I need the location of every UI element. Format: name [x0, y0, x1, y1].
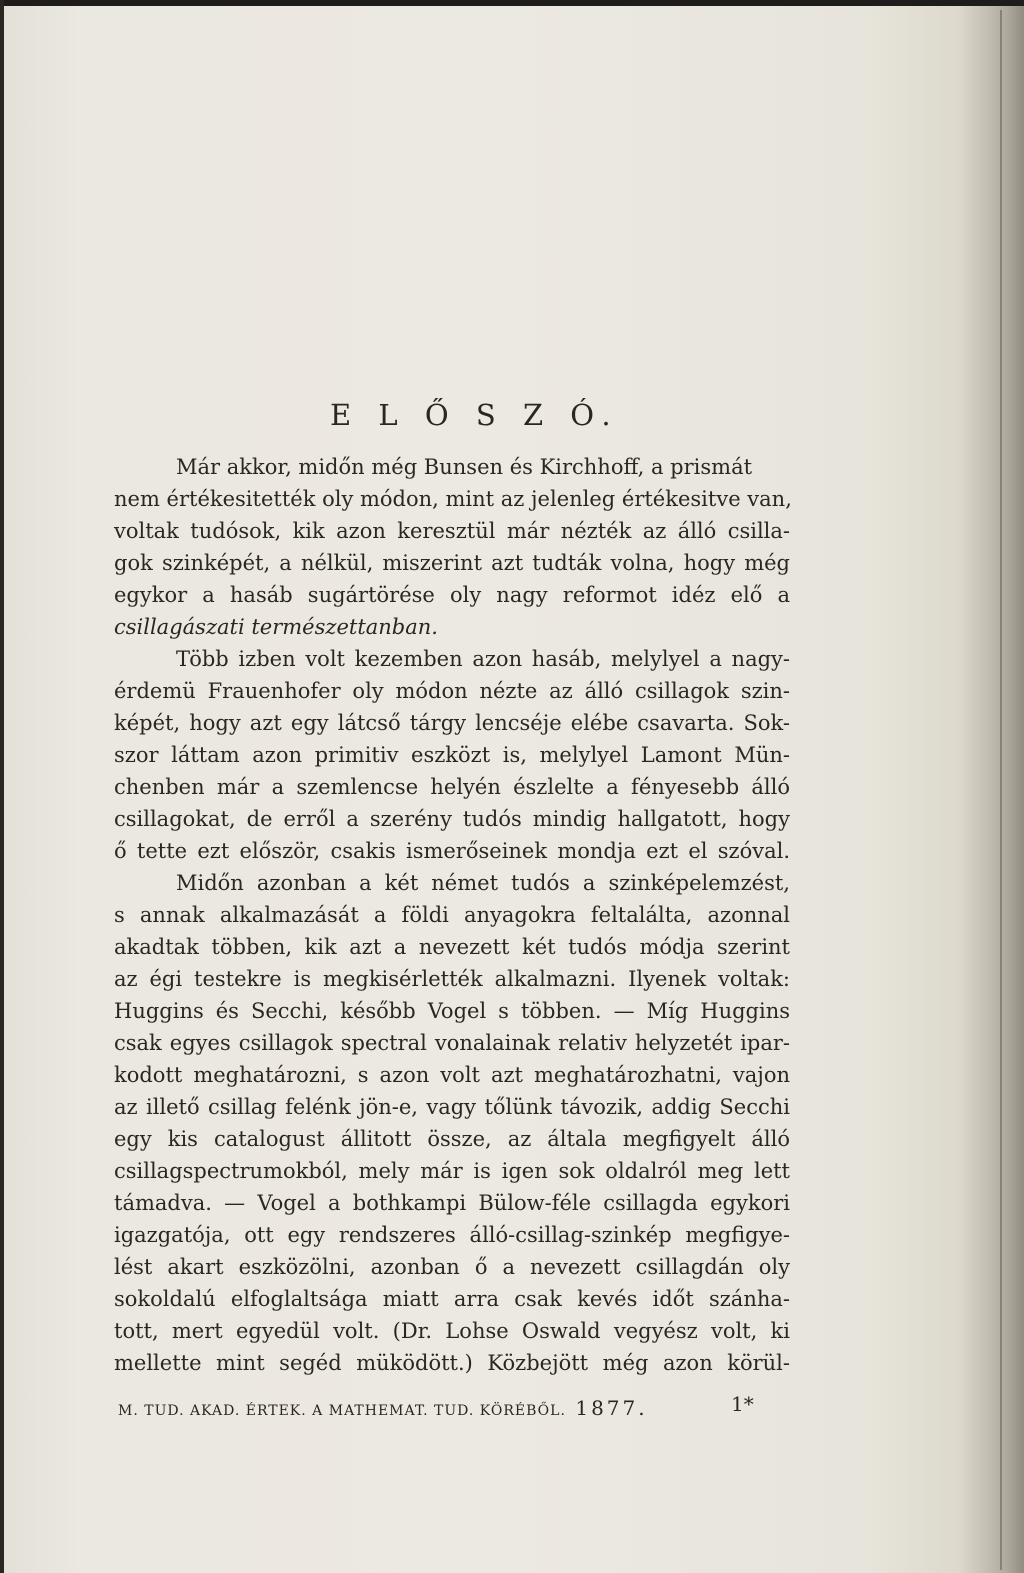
text-line: mellette mint segéd müködött.) Közbejött még azon körül-	[114, 1351, 790, 1375]
footer-imprint: M. TUD. AKAD. ÉRTEK. A MATHEMAT. TUD. KÖRÉBŐL.	[118, 1403, 566, 1419]
text-line: csillagokat, de erről a szerény tudós mindig hallgatott, hogy	[114, 807, 790, 831]
text-line: csillagspectrumokból, mely már is igen sok oldalról meg lett	[114, 1159, 790, 1183]
page-heading: E L Ő S Z Ó.	[330, 398, 620, 432]
text-line: ő tette ezt először, csakis ismerőseinek mondja ezt el szóval.	[114, 839, 790, 863]
text-line: csak egyes csillagok spectral vonalainak relativ helyzetét ipar-	[114, 1031, 790, 1055]
page-footer	[118, 1396, 648, 1420]
text-line: támadva. — Vogel a bothkampi Bülow-féle csillagda egykori	[114, 1191, 790, 1215]
text-line: kodott meghatározni, s azon volt azt meghatározhatni, vajon	[114, 1063, 790, 1087]
text-line: akadtak többen, kik azt a nevezett két tudós módja szerint	[114, 935, 790, 959]
text-line: csillagászati természettanban.	[114, 615, 438, 639]
text-line: Már akkor, midőn még Bunsen és Kirchhoff, a prismát	[176, 455, 753, 479]
text-line: gok szinképét, a nélkül, miszerint azt tudták volna, hogy még	[114, 551, 790, 575]
signature-mark: 1*	[731, 1392, 754, 1416]
text-line: chenben már a szemlencse helyén észlelte a fényesebb álló	[114, 775, 790, 799]
text-line: s annak alkalmazását a földi anyagokra feltalálta, azonnal	[114, 903, 790, 927]
text-line: lést akart eszközölni, azonban ő a nevezett csillagdán oly	[114, 1255, 790, 1279]
text-line: képét, hogy azt egy látcső tárgy lencséje elébe csavarta. Sok-	[114, 711, 790, 735]
footer-year: 1877.	[575, 1396, 648, 1420]
text-line: szor láttam azon primitiv eszközt is, melylyel Lamont Mün-	[114, 743, 790, 767]
text-line: egy kis catalogust állitott össze, az általa megfigyelt álló	[114, 1127, 790, 1151]
page-top-edge	[0, 0, 1024, 6]
binding-gutter	[958, 6, 1024, 1573]
text-line: voltak tudósok, kik azon keresztül már nézték az álló csilla-	[114, 519, 790, 543]
text-line: az illető csillag felénk jön-e, vagy tőlünk távozik, addig Secchi	[114, 1095, 790, 1119]
text-line: érdemü Frauenhofer oly módon nézte az álló csillagok szin-	[114, 679, 790, 703]
text-line: Huggins és Secchi, később Vogel s többen. — Míg Huggins	[114, 999, 790, 1023]
text-line: egykor a hasáb sugártörése oly nagy reformot idéz elő a	[114, 583, 790, 607]
page-left-edge	[0, 0, 4, 1573]
text-line: Midőn azonban a két német tudós a szinképelemzést,	[176, 871, 790, 895]
text-line: nem értékesitették oly módon, mint az jelenleg értékesitve van,	[114, 487, 792, 511]
text-line: tott, mert egyedül volt. (Dr. Lohse Oswald vegyész volt, ki	[114, 1319, 790, 1343]
text-line: Több izben volt kezemben azon hasáb, melylyel a nagy-	[176, 647, 790, 671]
text-line: sokoldalú elfoglaltsága miatt arra csak kevés időt szánha-	[114, 1287, 790, 1311]
binding-line	[1000, 10, 1002, 1570]
text-line: az égi testekre is megkisérlették alkalmazni. Ilyenek voltak:	[114, 967, 790, 991]
text-line: igazgatója, ott egy rendszeres álló-csillag-szinkép megfigye-	[114, 1223, 790, 1247]
